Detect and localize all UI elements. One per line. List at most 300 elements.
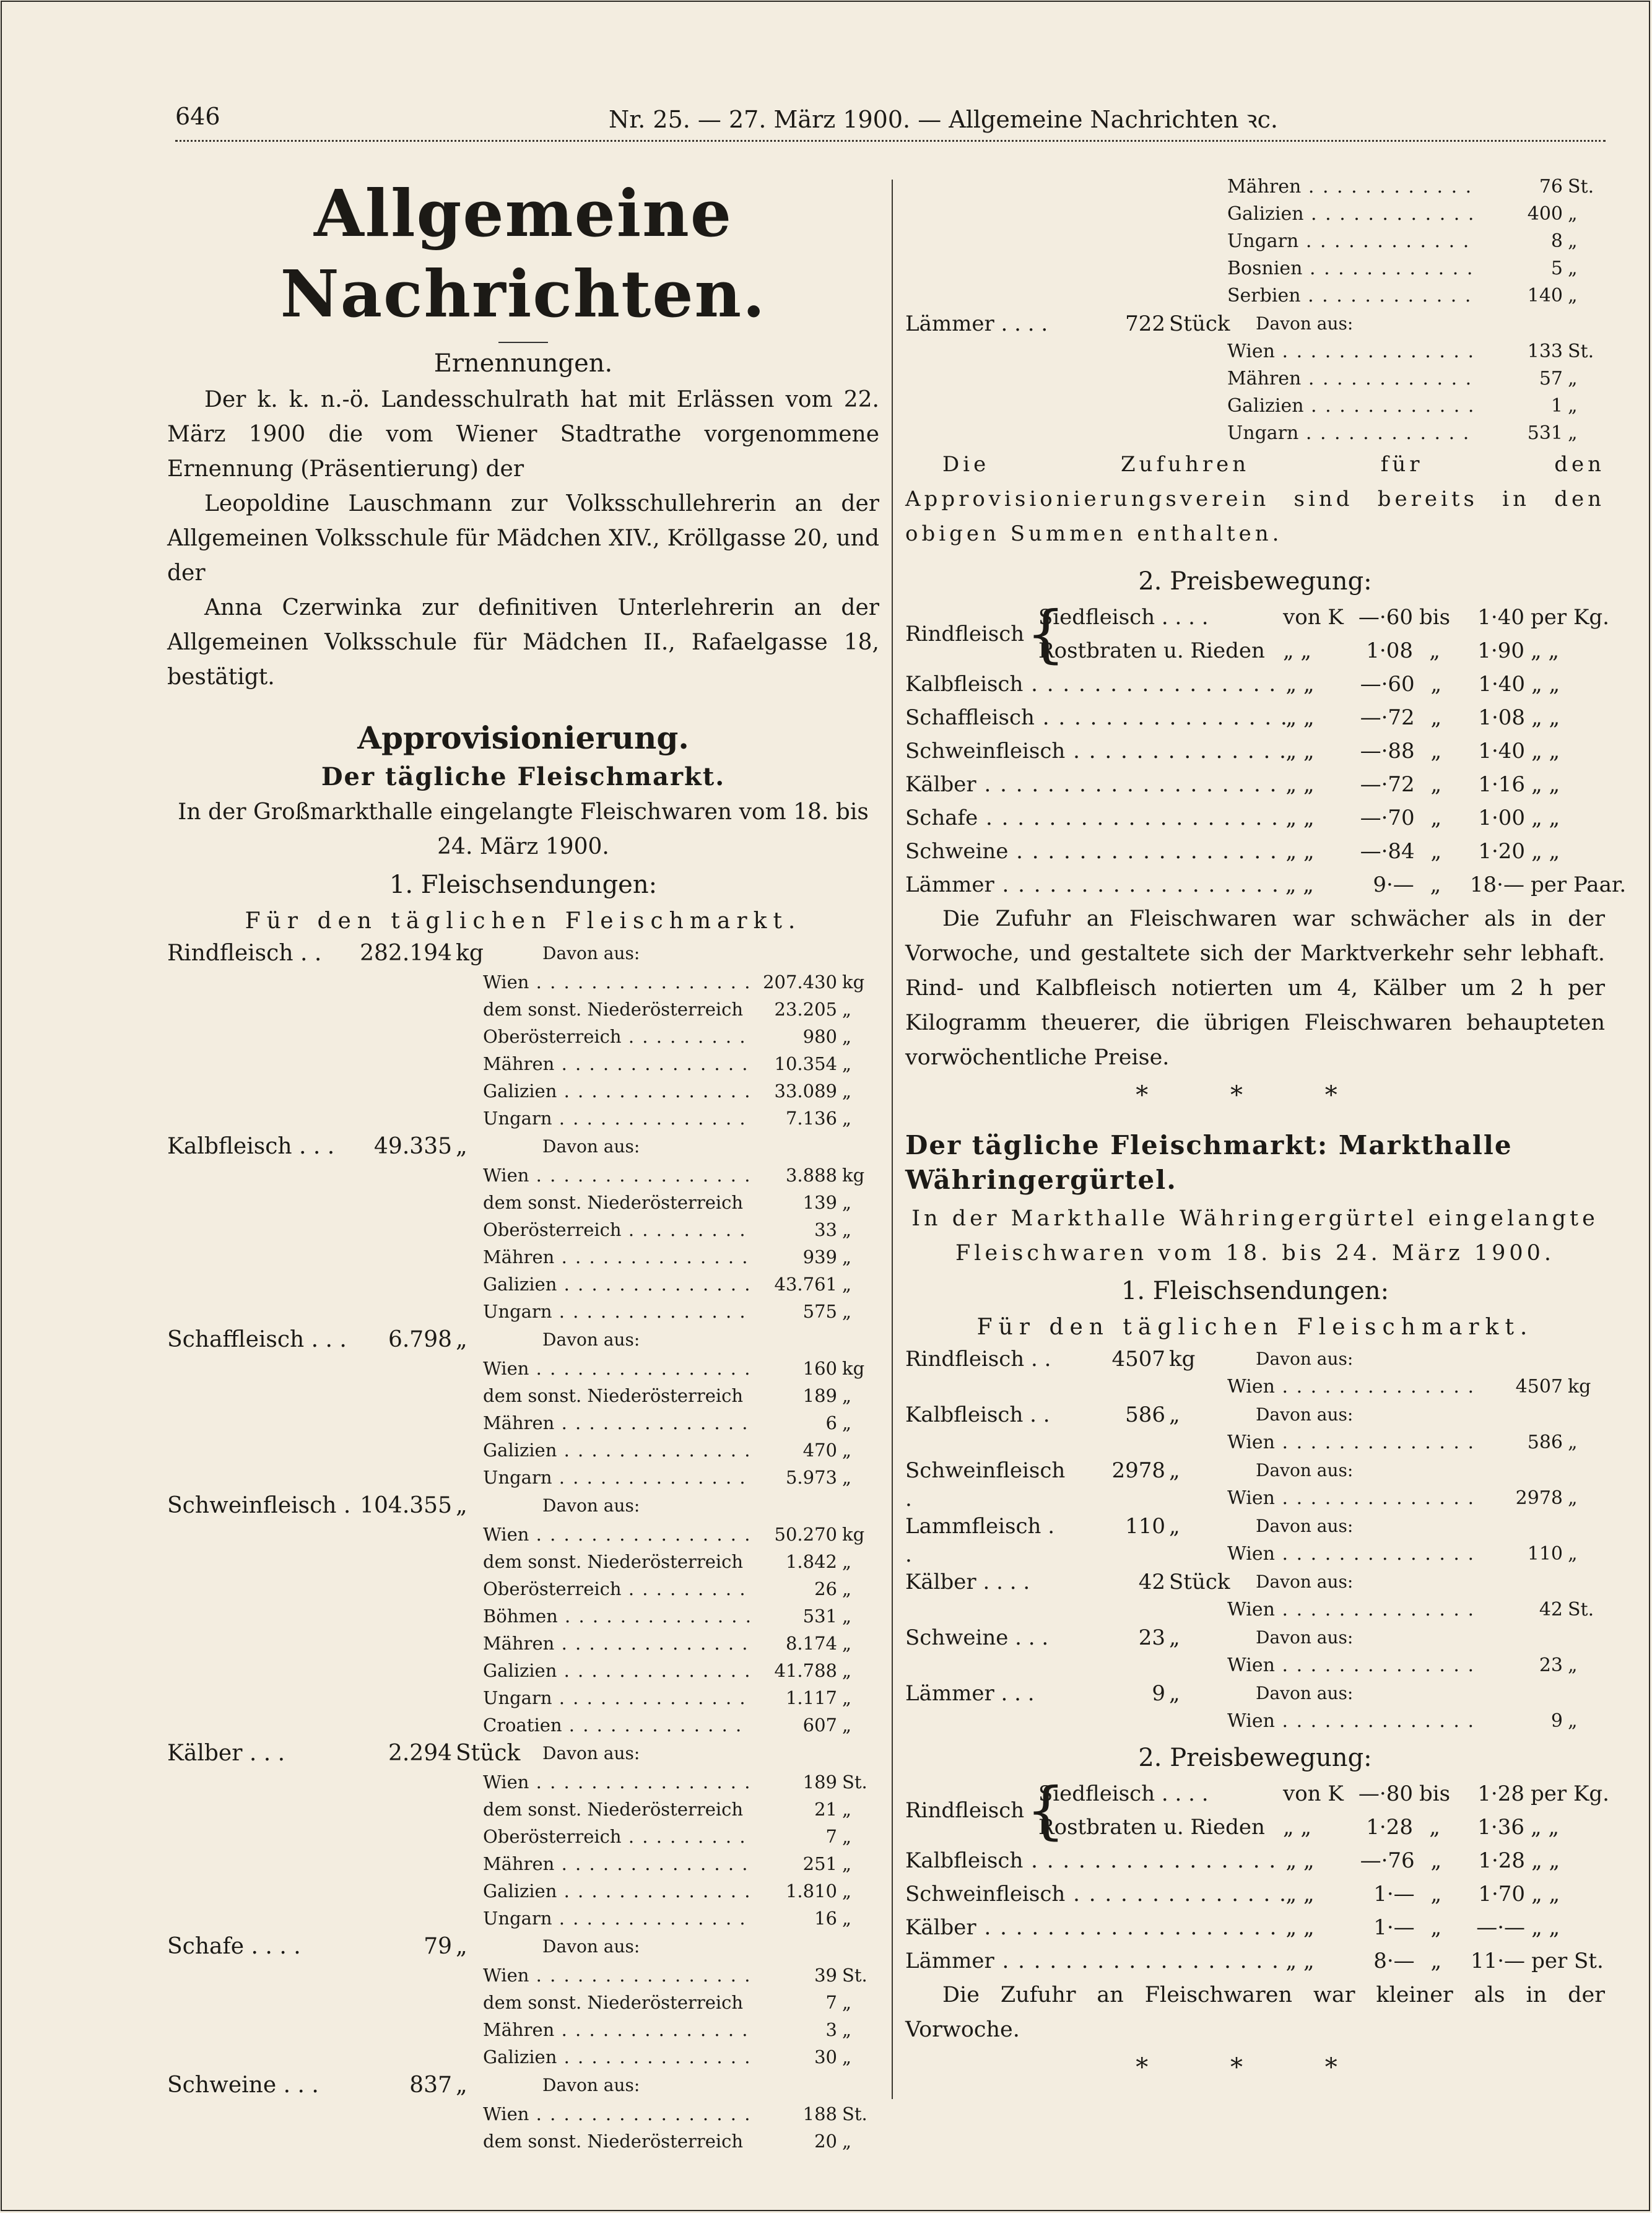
- price-row: [905, 701, 1605, 734]
- price-from: —·72: [1360, 705, 1415, 730]
- price-name: Rostbraten u. Rieden: [1038, 638, 1265, 663]
- price-name: Rostbraten u. Rieden: [1038, 1815, 1265, 1840]
- origin-name: Oberösterreich . . .: [483, 1023, 750, 1050]
- price-row: [905, 835, 1605, 868]
- origin-unit: „: [842, 1660, 852, 1681]
- commodity-amount: 586: [1125, 1402, 1165, 1427]
- origin-row: [905, 1596, 1605, 1624]
- origin-indent: [167, 1850, 483, 1877]
- origin-name: Galizien . . .: [483, 1657, 750, 1684]
- price-unit: „ „: [1531, 1848, 1560, 1873]
- origin-row: [905, 201, 1605, 228]
- commodity-unit: „: [456, 1493, 467, 1518]
- price-von: „ „: [1285, 806, 1315, 830]
- origin-amount: 586: [1476, 1429, 1563, 1456]
- origin-name: Galizien . . .: [1227, 393, 1476, 420]
- price-bis: „: [1429, 1815, 1440, 1840]
- price-bis: „: [1430, 839, 1442, 864]
- origin-amount: 2978: [1476, 1485, 1563, 1512]
- price-name: Kälber . . .: [905, 768, 1286, 801]
- origin-unit: „: [842, 1606, 852, 1627]
- commodity-group: [905, 1679, 1605, 1735]
- price-row: [905, 1911, 1605, 1944]
- origin-unit: „: [842, 1246, 852, 1267]
- approv-note: Die Zufuhren für den Approvisionierungsverein sind bereits in den obigen Summen enthalten.: [905, 452, 1605, 546]
- price-name: Kalbfleisch . . .: [905, 1844, 1286, 1877]
- header-rule: [175, 140, 1606, 142]
- origin-name: dem sonst. Niederösterreich . . .: [483, 1548, 750, 1575]
- page-number: 646: [175, 103, 220, 130]
- commodity-amount: 6.798: [388, 1327, 452, 1352]
- price-to: 1·40: [1478, 672, 1526, 697]
- origin-amount: 7.136: [750, 1105, 837, 1132]
- origin-unit: „: [842, 2046, 852, 2067]
- origin-indent: [905, 1429, 1227, 1456]
- market2-prices-title: 2. Preisbewegung:: [1138, 1744, 1372, 1772]
- price-name: Kälber . . .: [905, 1911, 1286, 1944]
- origin-amount: 26: [750, 1575, 837, 1602]
- origin-indent: [905, 338, 1227, 365]
- commodity-group: [167, 939, 879, 1132]
- origin-indent: [167, 1548, 483, 1575]
- price-row: [905, 1844, 1605, 1877]
- origin-unit: kg: [842, 1165, 865, 1186]
- price-to: 1·00: [1478, 806, 1526, 830]
- davon-label: Davon aus:: [1256, 1516, 1354, 1536]
- price-unit: „ „: [1531, 806, 1560, 830]
- origin-indent: [905, 1541, 1227, 1568]
- origin-amount: 7: [750, 1989, 837, 2016]
- commodity-amount: 23: [1138, 1625, 1165, 1650]
- commodity-unit: „: [1169, 1514, 1180, 1539]
- origin-indent: [167, 1216, 483, 1243]
- origin-row: [167, 1905, 879, 1932]
- origin-row: [167, 1548, 879, 1575]
- origin-amount: 10.354: [750, 1050, 837, 1077]
- approv-subtitle: Der tägliche Fleischmarkt.: [321, 762, 726, 791]
- commodity-amount: 42: [1138, 1570, 1165, 1594]
- price-from: —·70: [1360, 806, 1415, 830]
- origin-indent: [905, 1708, 1227, 1735]
- commodity-amount: 4507: [1111, 1347, 1165, 1372]
- section1-subtitle: Für den täglichen Fleischmarkt.: [245, 908, 802, 934]
- commodity-name: Rindfleisch . .: [905, 1347, 1051, 1372]
- price-von: „ „: [1285, 839, 1315, 864]
- price-von: von K: [1283, 1781, 1344, 1806]
- origin-name: Ungarn . . .: [483, 1105, 750, 1132]
- origin-amount: 980: [750, 1023, 837, 1050]
- commodity-row: [905, 1401, 1605, 1429]
- commodity-name: Rindfleisch . .: [167, 941, 322, 966]
- origin-amount: 8: [1476, 228, 1563, 255]
- price-row: [905, 667, 1605, 701]
- price-name: Schafe . . .: [905, 801, 1286, 835]
- page-header: [175, 98, 1606, 135]
- origin-indent: [167, 1521, 483, 1548]
- origin-name: Mähren . . .: [1227, 173, 1476, 201]
- origin-indent: [167, 1905, 483, 1932]
- origin-amount: 23.205: [750, 996, 837, 1023]
- origin-unit: St.: [1568, 341, 1594, 362]
- origin-amount: 41.788: [750, 1657, 837, 1684]
- origin-row: [167, 2016, 879, 2043]
- origin-name: Wien . . .: [483, 1162, 750, 1189]
- origin-row: [167, 1271, 879, 1298]
- price-name: Schweine . . .: [905, 835, 1286, 868]
- origin-name: Mähren . . .: [483, 1243, 750, 1271]
- origin-unit: „: [842, 1826, 852, 1847]
- origin-row: [905, 1652, 1605, 1679]
- price-from: —·60: [1360, 672, 1415, 697]
- origin-unit: „: [842, 2131, 852, 2152]
- davon-label: Davon aus:: [1256, 313, 1354, 334]
- origin-indent: [167, 1657, 483, 1684]
- origin-name: dem sonst. Niederösterreich . . .: [483, 1189, 750, 1216]
- origin-unit: „: [1568, 285, 1578, 307]
- price-name: Siedfleisch . . . .: [1038, 605, 1209, 630]
- origin-indent: [905, 1596, 1227, 1624]
- price-name: Schweinfleisch . . .: [905, 734, 1286, 768]
- origin-amount: 42: [1476, 1596, 1563, 1624]
- origin-indent: [167, 1823, 483, 1850]
- origin-name: Galizien . . .: [483, 1271, 750, 1298]
- origin-name: Galizien . . .: [483, 1877, 750, 1905]
- origin-unit: St.: [1568, 1599, 1594, 1620]
- price-row: [1038, 601, 1609, 634]
- laemmer-group: [905, 310, 1605, 447]
- price-unit: per Kg.: [1531, 605, 1609, 630]
- commodity-amount: 837: [409, 2072, 452, 2098]
- origin-name: dem sonst. Niederösterreich . . .: [483, 1382, 750, 1409]
- origin-unit: St.: [1568, 176, 1594, 198]
- commodity-row: [167, 1491, 879, 1521]
- origin-unit: kg: [842, 972, 865, 993]
- commodity-row: [905, 1624, 1605, 1652]
- origin-indent: [167, 1050, 483, 1077]
- price-von: „ „: [1285, 1848, 1315, 1873]
- origin-amount: 140: [1476, 282, 1563, 310]
- origin-unit: „: [842, 1715, 852, 1736]
- commodity-unit: kg: [456, 941, 484, 966]
- commodity-name: Lämmer . . .: [905, 1681, 1035, 1706]
- price-to: 1·16: [1478, 772, 1526, 797]
- commodity-amount: 9: [1152, 1681, 1165, 1706]
- separator-stars-2: * * *: [1136, 2053, 1375, 2082]
- brace-rows: [1038, 1777, 1609, 1844]
- price-unit: „ „: [1531, 772, 1560, 797]
- origin-amount: 160: [750, 1355, 837, 1382]
- origin-unit: „: [842, 1992, 852, 2013]
- origin-indent: [905, 255, 1227, 282]
- origin-unit: kg: [842, 1524, 865, 1545]
- commodity-group: [905, 1624, 1605, 1679]
- origin-row: [167, 1575, 879, 1602]
- commodity-row: [905, 310, 1605, 338]
- origin-indent: [167, 1023, 483, 1050]
- origin-unit: „: [842, 1880, 852, 1902]
- davon-label: Davon aus:: [1256, 1572, 1354, 1592]
- origin-amount: 1: [1476, 393, 1563, 420]
- origin-row: [167, 1796, 879, 1823]
- origin-amount: 3.888: [750, 1162, 837, 1189]
- origin-name: Croatien . . .: [483, 1711, 750, 1739]
- masthead: Allgemeine Nachrichten.: [280, 175, 767, 332]
- price-to: 11·—: [1470, 1949, 1526, 1973]
- commodity-group: [167, 1932, 879, 2071]
- appointments-title: Ernennungen.: [433, 349, 613, 378]
- brace-rows: [1038, 601, 1609, 667]
- origin-name: Wien . . .: [483, 1355, 750, 1382]
- price-unit: per St.: [1531, 1949, 1604, 1973]
- davon-label: Davon aus:: [1256, 1683, 1354, 1703]
- origin-unit: St.: [842, 1965, 867, 1986]
- origin-name: Wien . . .: [483, 1521, 750, 1548]
- origin-amount: 8.174: [750, 1630, 837, 1657]
- market2-title: Der tägliche Fleischmarkt: Markthalle Währingergürtel.: [905, 1130, 1513, 1195]
- origin-row: [167, 968, 879, 996]
- price-from: —·76: [1360, 1848, 1415, 1873]
- origin-amount: 50.270: [750, 1521, 837, 1548]
- origin-row: [167, 2100, 879, 2128]
- price-bis: bis: [1419, 1781, 1451, 1806]
- origin-indent: [167, 1877, 483, 1905]
- commodity-name: Schweinfleisch .: [167, 1493, 351, 1518]
- origin-row: [167, 1657, 879, 1684]
- origin-name: dem sonst. Niederösterreich . . .: [483, 1796, 750, 1823]
- commodity-amount: 2978: [1111, 1458, 1165, 1483]
- origin-indent: [167, 1796, 483, 1823]
- appointments-p1: Der k. k. n.-ö. Landesschulrath hat mit Erlässen vom 22. März 1900 die vom Wiener Stadtrathe vorgenommene Ernennung (Präsentierung) der: [167, 387, 879, 482]
- origin-row: [167, 996, 879, 1023]
- origin-row: [167, 1630, 879, 1657]
- price-name: Schweinfleisch . . .: [905, 1877, 1286, 1911]
- origin-unit: kg: [1568, 1376, 1591, 1398]
- commodity-unit: „: [1169, 1625, 1180, 1650]
- price-from: 1·28: [1366, 1815, 1413, 1840]
- price-to: —·—: [1476, 1915, 1526, 1940]
- origin-unit: „: [842, 1687, 852, 1708]
- price-unit: „ „: [1531, 1882, 1560, 1906]
- origin-indent: [167, 1382, 483, 1409]
- origin-indent: [167, 1684, 483, 1711]
- price-to: 1·40: [1478, 739, 1526, 763]
- price-row: [905, 768, 1605, 801]
- price-to: 1·28: [1477, 1781, 1524, 1806]
- price-row: [905, 801, 1605, 835]
- price-bis: „: [1430, 1915, 1442, 1940]
- brace-label: Rindfleisch: [905, 1798, 1025, 1823]
- origin-unit: „: [1568, 422, 1578, 444]
- origin-amount: 1.842: [750, 1548, 837, 1575]
- origin-row: [167, 1823, 879, 1850]
- price-bis: „: [1430, 705, 1442, 730]
- price-table-1: [905, 598, 1627, 902]
- price-row: [905, 1877, 1605, 1911]
- origin-unit: „: [842, 2019, 852, 2040]
- origin-unit: „: [842, 1192, 852, 1213]
- origin-name: Galizien . . .: [483, 1077, 750, 1105]
- origin-name: Wien . . .: [483, 2100, 750, 2128]
- price-bis: „: [1430, 672, 1442, 697]
- commodity-unit: „: [1169, 1458, 1180, 1483]
- origin-indent: [167, 1298, 483, 1325]
- price-bis: „: [1430, 806, 1442, 830]
- davon-label: Davon aus:: [542, 1495, 640, 1516]
- commodity-name: Schaffleisch . . .: [167, 1327, 347, 1352]
- commodity-group: [905, 310, 1605, 447]
- commodity-unit: „: [456, 2072, 467, 2098]
- origin-name: Ungarn . . .: [483, 1464, 750, 1491]
- price-von: „ „: [1285, 672, 1315, 697]
- origin-name: dem sonst. Niederösterreich . . .: [483, 2128, 750, 2155]
- price-name: Lämmer . . .: [905, 868, 1285, 902]
- origin-unit: „: [842, 1551, 852, 1572]
- davon-label: Davon aus:: [542, 2075, 640, 2095]
- prices1-note: Die Zufuhr an Fleischwaren war schwächer als in der Vorwoche, und gestaltete sich der Marktverkehr sehr lebhaft. Rind- und Kalbfleisch notierten um 4, Kälber um 2 h per Kilogramm theuerer, die übrigen Fleischwaren behaupteten vorwöchentliche Preise.: [905, 907, 1605, 1070]
- origin-amount: 23: [1476, 1652, 1563, 1679]
- price-from: 8·—: [1373, 1949, 1415, 1973]
- commodity-row: [167, 939, 879, 968]
- price-row: [1038, 1811, 1605, 1844]
- commodity-name: Schweine . . .: [167, 2072, 319, 2098]
- price-bis: „: [1430, 739, 1442, 763]
- commodity-name: Lämmer . . . .: [905, 311, 1048, 336]
- approv-title: Approvisionierung.: [357, 720, 689, 756]
- origin-unit: „: [1568, 1654, 1578, 1676]
- origin-name: Wien . . .: [1227, 338, 1476, 365]
- price-from: 1·—: [1373, 1915, 1415, 1940]
- commodity-group: [905, 1512, 1605, 1568]
- price-von: von K: [1283, 605, 1344, 630]
- commodity-row: [905, 1679, 1605, 1708]
- commodity-unit: „: [1169, 1402, 1180, 1427]
- origin-unit: „: [842, 1467, 852, 1488]
- market2-shipments: [905, 1345, 1605, 1735]
- origin-row: [167, 1711, 879, 1739]
- origin-name: Oberösterreich . . .: [483, 1575, 750, 1602]
- origin-row: [905, 365, 1605, 393]
- origin-amount: 400: [1476, 201, 1563, 228]
- price-from: 1·08: [1366, 638, 1413, 663]
- origin-indent: [167, 1437, 483, 1464]
- origin-indent: [167, 1189, 483, 1216]
- origin-row: [905, 1485, 1605, 1512]
- commodity-row: [905, 1345, 1605, 1373]
- origin-row: [167, 1437, 879, 1464]
- origin-indent: [905, 173, 1227, 201]
- right-column: [905, 173, 1627, 2088]
- origin-row: [167, 1768, 879, 1796]
- origin-row: [167, 2043, 879, 2071]
- commodity-row: [167, 1739, 879, 1768]
- price-from: 9·—: [1373, 872, 1414, 897]
- origin-amount: 7: [750, 1823, 837, 1850]
- origin-indent: [167, 2128, 483, 2155]
- commodity-name: Kalbfleisch . .: [905, 1402, 1050, 1427]
- origin-indent: [167, 1162, 483, 1189]
- origin-name: Mähren . . .: [483, 1409, 750, 1437]
- price-to: 1·28: [1478, 1848, 1526, 1873]
- origin-indent: [167, 2100, 483, 2128]
- origin-unit: „: [1568, 258, 1578, 279]
- origin-amount: 133: [1476, 338, 1563, 365]
- commodity-amount: 104.355: [360, 1493, 452, 1518]
- market2-section1: 1. Fleischsendungen:: [1121, 1277, 1389, 1305]
- commodity-unit: „: [456, 1327, 467, 1352]
- origin-row: [905, 1708, 1605, 1735]
- origin-unit: „: [842, 999, 852, 1020]
- price-from: —·84: [1360, 839, 1415, 864]
- commodity-name: Lammfleisch . .: [905, 1514, 1055, 1567]
- origin-amount: 5: [1476, 255, 1563, 282]
- origin-indent: [167, 1768, 483, 1796]
- commodity-group: [905, 1401, 1605, 1456]
- commodity-amount: 110: [1125, 1514, 1165, 1539]
- origin-amount: 57: [1476, 365, 1563, 393]
- origin-amount: 189: [750, 1768, 837, 1796]
- origin-name: Mähren . . .: [483, 2016, 750, 2043]
- origin-unit: „: [842, 1412, 852, 1433]
- price-unit: „ „: [1531, 1815, 1560, 1840]
- origin-row: [167, 1216, 879, 1243]
- price-unit: „ „: [1531, 638, 1560, 663]
- commodity-group: [905, 1456, 1605, 1512]
- origin-indent: [167, 1989, 483, 2016]
- commodity-row: [167, 1932, 879, 1962]
- origin-unit: „: [842, 1908, 852, 1929]
- commodity-unit: „: [1169, 1681, 1180, 1706]
- origin-amount: 207.430: [750, 968, 837, 996]
- commodity-unit: Stück: [456, 1741, 521, 1766]
- brace-block: [905, 1774, 1609, 1846]
- commodity-group: [167, 1739, 879, 1932]
- origin-unit: „: [1568, 395, 1578, 417]
- commodity-group: [167, 1132, 879, 1325]
- origin-amount: 39: [750, 1962, 837, 1989]
- origin-amount: 30: [750, 2043, 837, 2071]
- commodity-unit: Stück: [1169, 1570, 1230, 1594]
- origin-row: [905, 228, 1605, 255]
- commodity-name: Schweine . . .: [905, 1625, 1049, 1650]
- origin-amount: 531: [1476, 420, 1563, 447]
- price-name: Schaffleisch . . .: [905, 701, 1286, 734]
- price-von: „ „: [1285, 872, 1314, 897]
- origin-row: [167, 1105, 879, 1132]
- davon-label: Davon aus:: [1256, 1404, 1354, 1425]
- origin-unit: „: [1568, 230, 1578, 252]
- brace-symbol: {: [1026, 1774, 1066, 1846]
- origin-unit: „: [842, 1274, 852, 1295]
- origin-name: Mähren . . .: [483, 1050, 750, 1077]
- origin-row: [905, 420, 1605, 447]
- price-von: „ „: [1285, 739, 1315, 763]
- origin-name: Wien . . .: [1227, 1652, 1476, 1679]
- origin-amount: 33: [750, 1216, 837, 1243]
- origin-row: [167, 1850, 879, 1877]
- origin-name: dem sonst. Niederösterreich . . .: [483, 1989, 750, 2016]
- commodity-unit: Stück: [1169, 311, 1230, 336]
- origin-indent: [167, 1409, 483, 1437]
- davon-label: Davon aus:: [1256, 1460, 1354, 1480]
- price-von: „ „: [1285, 1949, 1315, 1973]
- market2-section1-subtitle: Für den täglichen Fleischmarkt.: [976, 1315, 1534, 1340]
- davon-label: Davon aus:: [542, 1743, 640, 1763]
- origin-row: [167, 1989, 879, 2016]
- origin-amount: 1.810: [750, 1877, 837, 1905]
- origin-row: [167, 1023, 879, 1050]
- origin-unit: St.: [842, 1772, 867, 1793]
- origin-unit: kg: [842, 1358, 865, 1379]
